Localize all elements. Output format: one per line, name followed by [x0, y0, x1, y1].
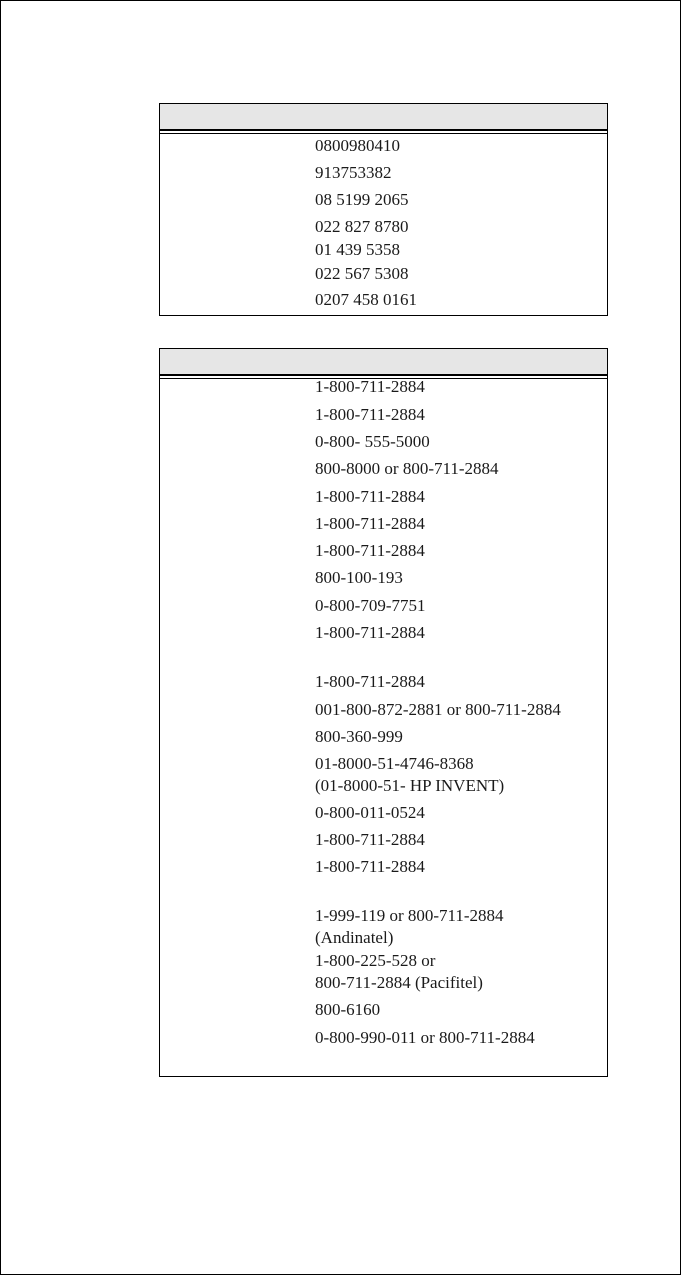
phone-number: 001-800-872-2881 or 800-711-2884	[315, 700, 561, 719]
phone-number: 022 567 5308	[315, 264, 409, 283]
phone-number: 1-800-711-2884	[315, 377, 425, 396]
phone-table-2	[159, 348, 608, 1077]
phone-number: 800-100-193	[315, 568, 403, 587]
phone-number: 800-360-999	[315, 727, 403, 746]
phone-number: 800-6160	[315, 1000, 381, 1019]
phone-number: 0-800-011-0524	[315, 803, 425, 822]
phone-number: 1-800-711-2884	[315, 487, 425, 506]
phone-number-note: (01-8000-51- HP INVENT)	[315, 776, 505, 795]
phone-number: 0-800-990-011 or 800-711-2884	[315, 1028, 535, 1047]
phone-number: 800-8000 or 800-711-2884	[315, 459, 499, 478]
phone-number-note: (Andinatel)	[315, 928, 394, 947]
phone-number: 01-8000-51-4746-8368	[315, 754, 474, 773]
phone-number: 0-800- 555-5000	[315, 432, 430, 451]
phone-number: 800-711-2884 (Pacifitel)	[315, 973, 483, 992]
phone-number: 0-800-709-7751	[315, 596, 426, 615]
phone-number: 1-800-711-2884	[315, 623, 425, 642]
phone-number: 0207 458 0161	[315, 290, 417, 309]
phone-table-1	[159, 103, 608, 316]
phone-number: 1-800-711-2884	[315, 857, 425, 876]
table-header	[160, 349, 607, 376]
phone-number: 1-800-711-2884	[315, 830, 425, 849]
phone-number: 1-800-711-2884	[315, 541, 425, 560]
phone-number: 01 439 5358	[315, 240, 400, 259]
table-header	[160, 104, 607, 131]
phone-number: 0800980410	[315, 136, 400, 155]
phone-number: 1-800-711-2884	[315, 514, 425, 533]
phone-number: 913753382	[315, 163, 392, 182]
header-rule	[160, 133, 607, 134]
phone-number: 08 5199 2065	[315, 190, 409, 209]
phone-number: 1-800-225-528 or	[315, 951, 436, 970]
phone-number: 1-800-711-2884	[315, 672, 425, 691]
phone-number: 022 827 8780	[315, 217, 409, 236]
phone-number: 1-999-119 or 800-711-2884	[315, 906, 504, 925]
phone-number: 1-800-711-2884	[315, 405, 425, 424]
